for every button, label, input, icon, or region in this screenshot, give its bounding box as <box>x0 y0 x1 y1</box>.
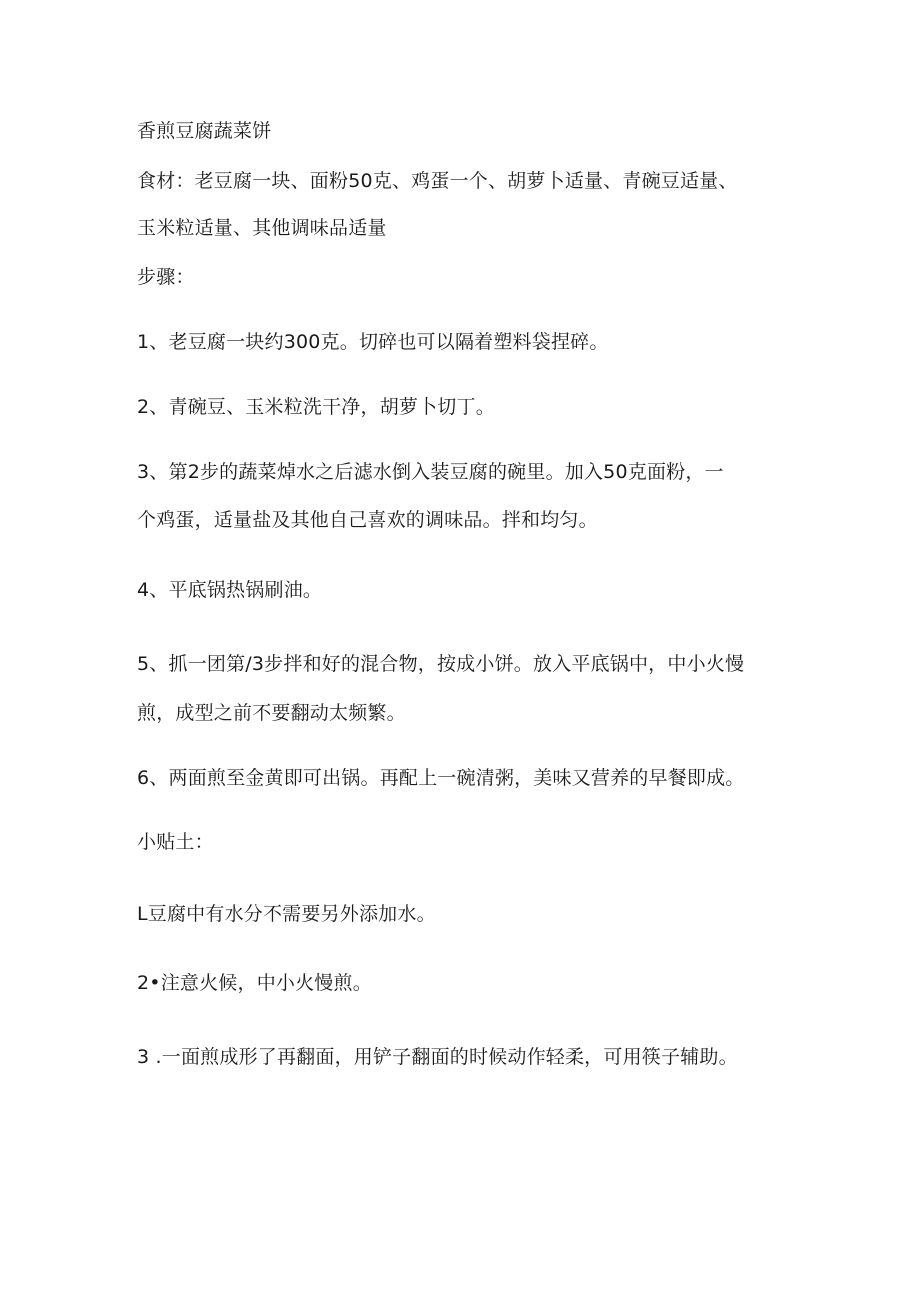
tip-2: 2•注意火候，中小火慢煎。 <box>137 972 372 994</box>
recipe-title: 香煎豆腐蔬菜饼 <box>137 120 272 142</box>
steps-heading: 步骤： <box>137 266 195 288</box>
ingredients-line-1: 食材：老豆腐一块、面粉50克、鸡蛋一个、胡萝卜适量、青碗豆适量、 <box>137 170 738 192</box>
tips-heading: 小贴土： <box>137 831 214 853</box>
step-4: 4、平底锅热锅刷油。 <box>137 579 323 601</box>
step-3-line-1: 3、第2步的蔬菜焯水之后滤水倒入装豆腐的碗里。加入50克面粉，一 <box>137 461 724 483</box>
step-5-line-1: 5、抓一团第/3步拌和好的混合物，按成小饼。放入平底锅中，中小火慢 <box>137 653 745 675</box>
step-5-line-2: 煎，成型之前不要翻动太频繁。 <box>137 702 406 724</box>
step-3-line-2: 个鸡蛋，适量盐及其他自己喜欢的调味品。拌和均匀。 <box>137 509 598 531</box>
ingredients-line-2: 玉米粒适量、其他调味品适量 <box>137 217 387 239</box>
tip-1: L豆腐中有水分不需要另外添加水。 <box>137 903 436 925</box>
tip-3: 3 .一面煎成形了再翻面，用铲子翻面的时候动作轻柔，可用筷子辅助。 <box>137 1046 738 1068</box>
step-1: 1、老豆腐一块约300克。切碎也可以隔着塑料袋捏碎。 <box>137 331 609 353</box>
step-2: 2、青碗豆、玉米粒洗干净，胡萝卜切丁。 <box>137 396 495 418</box>
step-6: 6、两面煎至金黄即可出锅。再配上一碗清粥，美味又营养的早餐即成。 <box>137 767 745 789</box>
